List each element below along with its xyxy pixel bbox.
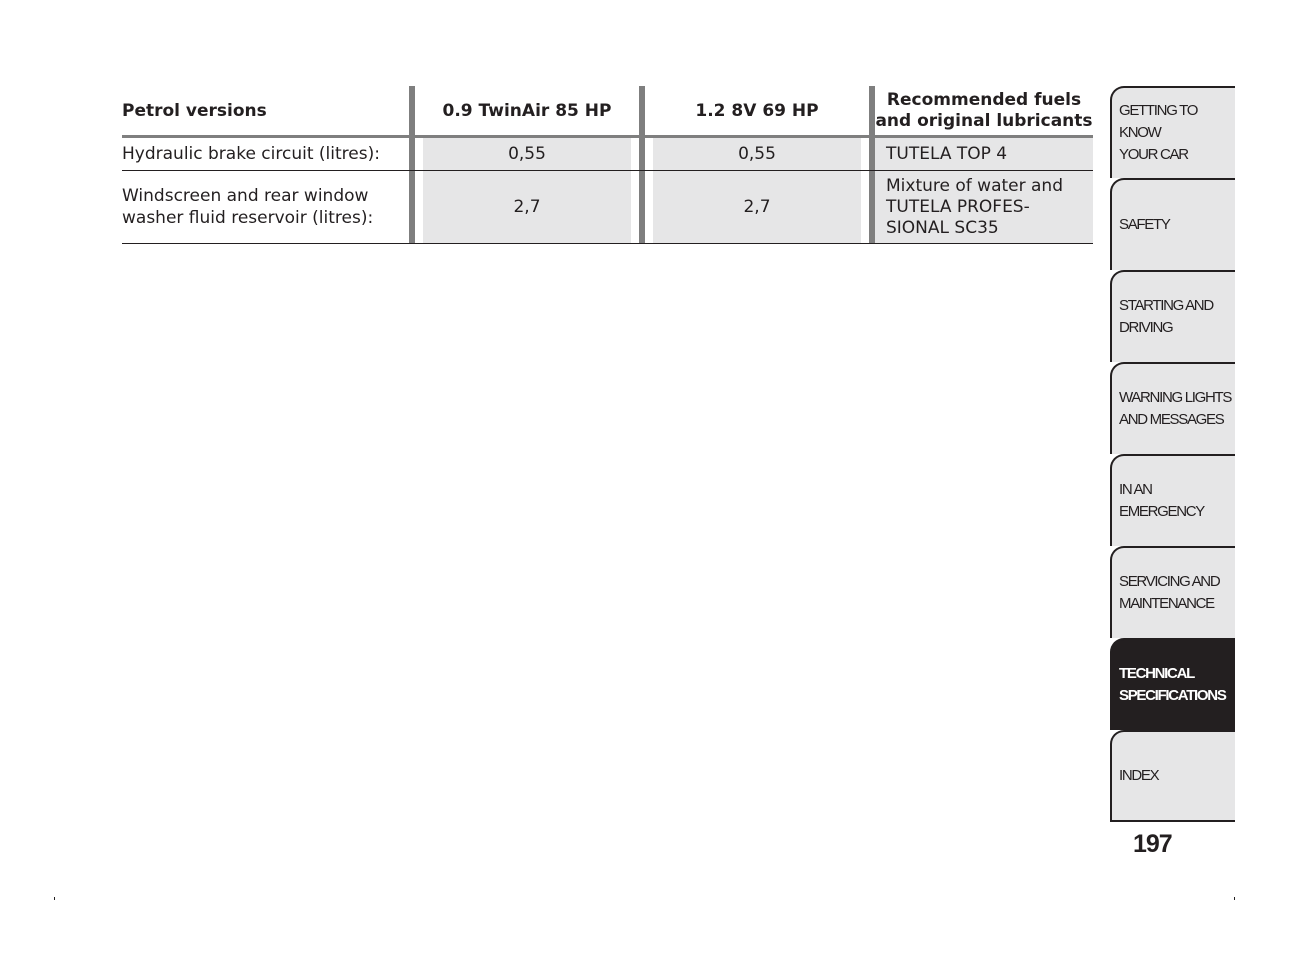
header-fuels-line2: and original lubricants xyxy=(875,110,1093,131)
header-petrol-versions: Petrol versions xyxy=(122,100,267,121)
table-header-row xyxy=(122,86,1093,138)
value-1-2-8v: 2,7 xyxy=(653,171,861,243)
tab-in-an-emergency[interactable] xyxy=(1110,454,1235,546)
fuel-cell xyxy=(875,171,1093,243)
header-recommended-fuels xyxy=(875,86,1093,135)
tab-safety[interactable] xyxy=(1110,178,1235,270)
value-1-2-8v: 0,55 xyxy=(653,138,861,170)
tab-label: TECHNICAL xyxy=(1119,665,1194,682)
tab-label: GETTING TO KNOW xyxy=(1119,102,1198,141)
crop-mark xyxy=(54,897,55,900)
crop-mark xyxy=(1234,897,1235,900)
value-cell xyxy=(645,171,869,243)
tab-label: YOUR CAR xyxy=(1119,146,1188,163)
tab-label: IN AN EMERGENCY xyxy=(1119,481,1204,520)
value-twinair: 0,55 xyxy=(423,138,631,170)
tab-getting-to-know-your-car[interactable] xyxy=(1110,86,1235,178)
table-row xyxy=(122,138,1093,171)
value-cell xyxy=(645,138,869,170)
tab-label: SAFETY xyxy=(1119,216,1170,233)
fuel-line3: SIONAL SC35 xyxy=(886,217,999,238)
tab-technical-specifications[interactable] xyxy=(1110,638,1235,730)
fuel-cell: TUTELA TOP 4 xyxy=(875,138,1093,170)
tab-index[interactable] xyxy=(1110,730,1235,822)
row-label xyxy=(122,171,409,243)
tab-label: INDEX xyxy=(1119,767,1159,784)
value-twinair: 2,7 xyxy=(423,171,631,243)
tab-label: WARNING LIGHTS xyxy=(1119,389,1232,406)
header-fuels-line1: Recommended fuels xyxy=(886,89,1082,110)
tab-label: MAINTENANCE xyxy=(1119,595,1214,612)
tab-label: STARTING AND xyxy=(1119,297,1213,314)
tab-label: AND MESSAGES xyxy=(1119,411,1224,428)
tab-label: DRIVING xyxy=(1119,319,1173,336)
header-twinair: 0.9 TwinAir 85 HP xyxy=(442,100,612,121)
header-1-2-8v: 1.2 8V 69 HP xyxy=(695,100,819,121)
fuel-line2: TUTELA PROFES- xyxy=(886,196,1030,217)
value-cell xyxy=(415,171,639,243)
tab-label: SERVICING AND xyxy=(1119,573,1220,590)
page-number: 197 xyxy=(1133,830,1172,858)
tab-servicing-and-maintenance[interactable] xyxy=(1110,546,1235,638)
tab-starting-and-driving[interactable] xyxy=(1110,270,1235,362)
row-label: Hydraulic brake circuit (litres): xyxy=(122,144,380,164)
value-cell xyxy=(415,138,639,170)
row-label-line2: washer fluid reservoir (litres): xyxy=(122,208,374,228)
chapter-tabs xyxy=(1110,86,1235,822)
tab-warning-lights-and-messages[interactable] xyxy=(1110,362,1235,454)
row-label-line1: Windscreen and rear window xyxy=(122,186,369,206)
tab-label: SPECIFICATIONS xyxy=(1119,687,1226,704)
capacities-table xyxy=(122,86,1093,244)
table-row xyxy=(122,171,1093,244)
fuel-line1: Mixture of water and xyxy=(886,175,1063,196)
